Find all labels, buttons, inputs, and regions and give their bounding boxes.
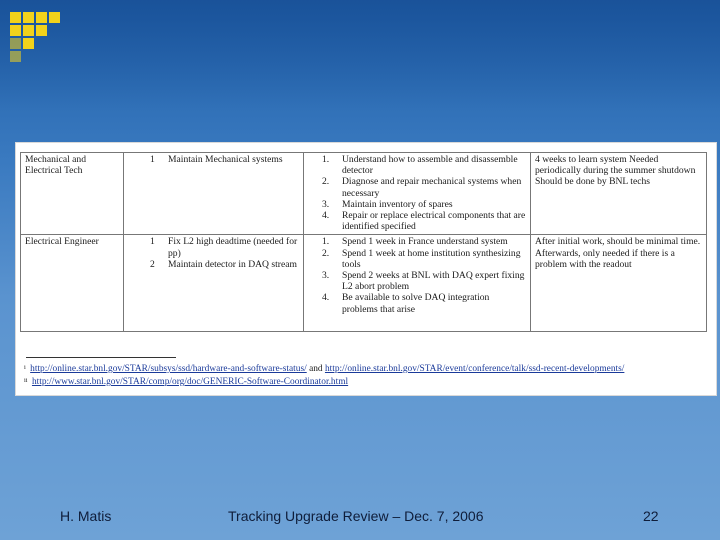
table-row	[21, 153, 707, 235]
footnote-link[interactable]: http://online.star.bnl.gov/STAR/event/conference/talk/ssd-recent-developments/	[324, 364, 625, 374]
footer-author: H. Matis	[60, 508, 112, 524]
list-item: 1 Fix L2 high deadtime (needed for pp)	[150, 236, 298, 259]
list-item: 4. Be available to solve DAQ integration problems that arise	[322, 292, 490, 315]
footnote-2: $^{ii}$ http://www.star.bnl.gov/STAR/comp/org/doc/GENERIC-Software-Coordinator.html	[24, 377, 349, 387]
roles-table	[20, 152, 707, 332]
list-item: 4. Repair or replace electrical components that are identified specified	[322, 210, 526, 233]
list-item: 3. Spend 2 weeks at BNL with DAQ expert fixing L2 abort problem	[322, 270, 525, 293]
list-item: 2. Spend 1 week at home institution synthesizing tools	[322, 247, 521, 270]
notes-cell: 4 weeks to learn system Needed periodically during the summer shutdown Should be done by BNL techs	[531, 153, 707, 235]
footnote-link[interactable]: http://www.star.bnl.gov/STAR/comp/org/doc/GENERIC-Software-Coordinator.html	[31, 377, 349, 387]
duties-cell	[124, 235, 304, 332]
footnote-1: $^i$ http://online.star.bnl.gov/STAR/subsys/ssd/hardware-and-software-status/ and http://online.star.bnl.gov/STAR/event/conference/talk/ssd-recent-developments/	[24, 364, 625, 374]
duties-cell	[124, 153, 304, 235]
list-item: 2. Diagnose and repair mechanical systems when necessary	[322, 176, 522, 199]
footnote-link[interactable]: http://online.star.bnl.gov/STAR/subsys/ssd/hardware-and-software-status/	[30, 364, 307, 374]
tasks-cell	[304, 153, 531, 235]
list-item: 2 Maintain detector in DAQ stream	[150, 258, 297, 270]
list-item: 3. Maintain inventory of spares	[322, 198, 453, 210]
list-item: 1. Understand how to assemble and disassemble detector	[322, 154, 518, 177]
tasks-cell	[304, 235, 531, 332]
footnote-divider	[26, 357, 176, 358]
page-number: 22	[643, 508, 659, 524]
notes-cell: After initial work, should be minimal time. Afterwards, only needed if there is a problem with the readout	[531, 235, 707, 332]
list-item: 1. Spend 1 week in France understand system	[322, 236, 508, 248]
role-cell: Mechanical and Electrical Tech	[21, 153, 124, 235]
table-row	[21, 235, 707, 332]
role-cell: Electrical Engineer	[21, 235, 124, 332]
footer-title: Tracking Upgrade Review – Dec. 7, 2006	[228, 508, 484, 524]
list-item: 1 Maintain Mechanical systems	[150, 154, 283, 165]
header-band	[0, 0, 720, 110]
decorative-squares-logo	[10, 12, 62, 64]
